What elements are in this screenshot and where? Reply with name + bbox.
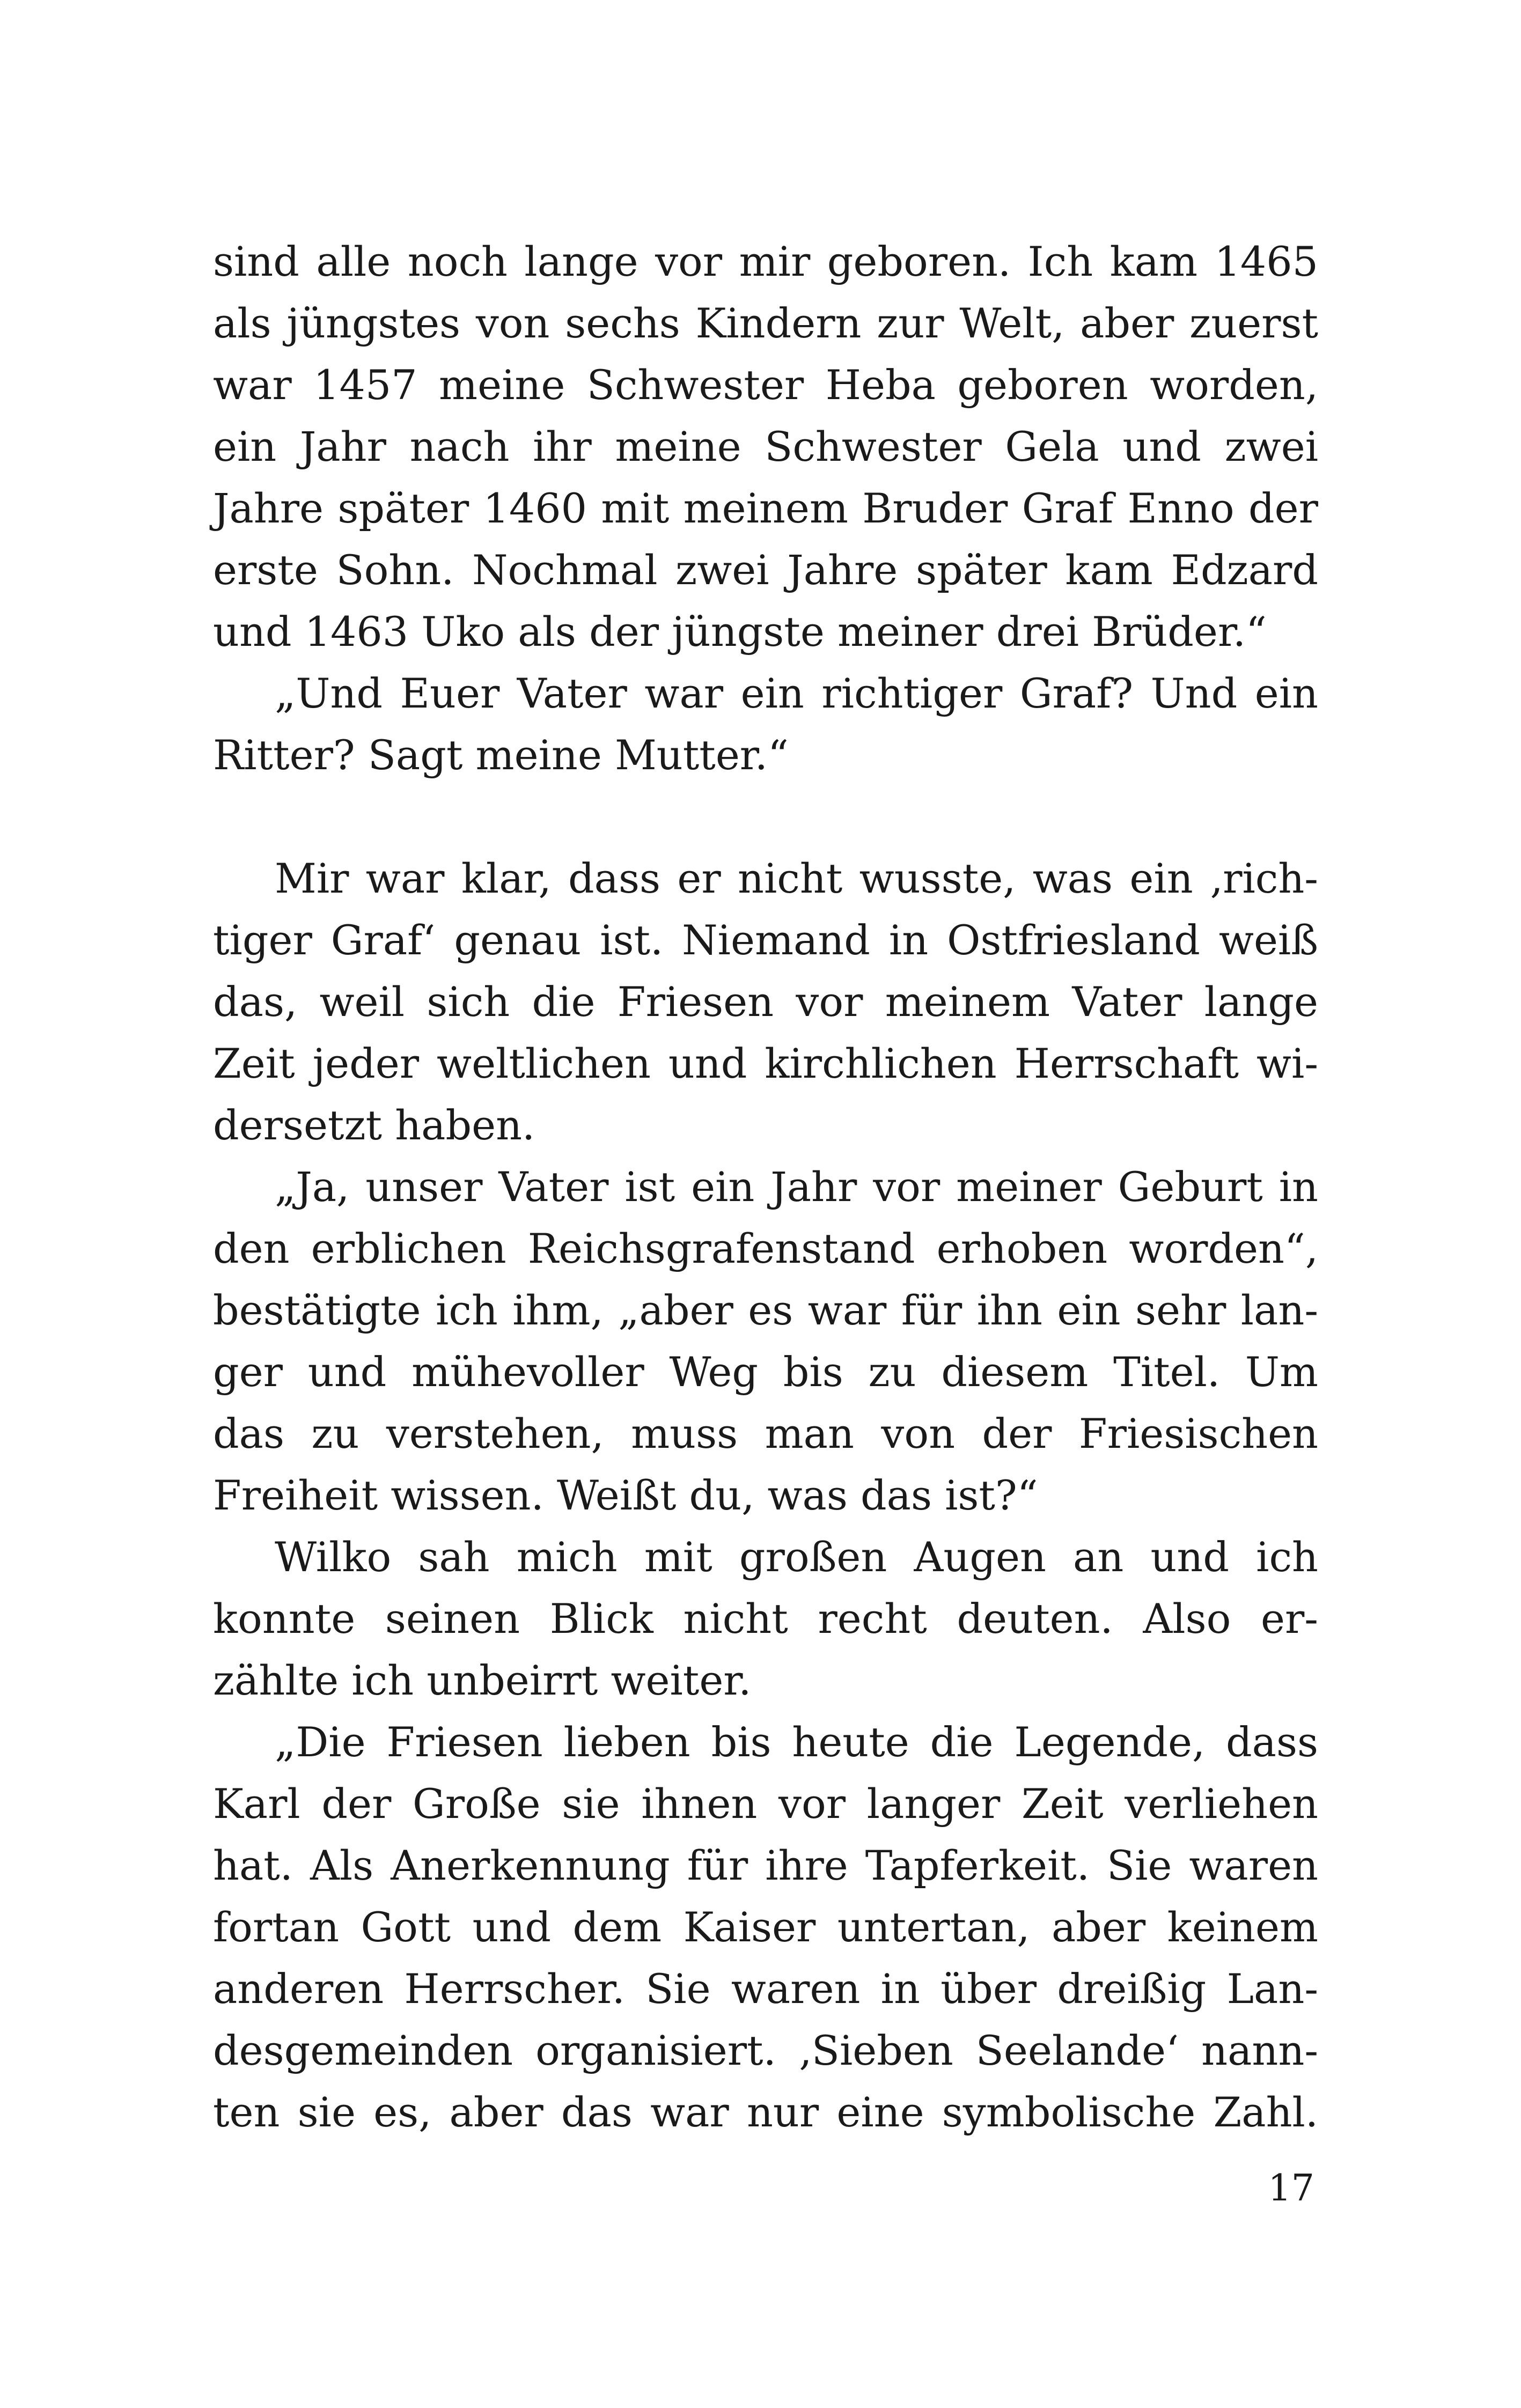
text-line: ein Jahr nach ihr meine Schwester Gela und zwei xyxy=(213,423,1318,470)
text-line: „Und Euer Vater war ein richtiger Graf? Und ein xyxy=(275,669,1318,717)
text-line: Zeit jeder weltlichen und kirchlichen Herrschaft wi- xyxy=(213,1040,1318,1087)
text-line: „Die Friesen lieben bis heute die Legende, dass xyxy=(275,1718,1318,1766)
paragraph xyxy=(213,1711,1318,2143)
text-line: Karl der Große sie ihnen vor langer Zeit verliehen xyxy=(213,1780,1318,1828)
text-line: „Ja, unser Vater ist ein Jahr vor meiner Geburt in xyxy=(275,1163,1318,1211)
text-line: konnte seinen Blick nicht recht deuten. Also er- xyxy=(213,1595,1318,1643)
text-line: Ritter? Sagt meine Mutter.“ xyxy=(213,731,789,779)
text-line: hat. Als Anerkennung für ihre Tapferkeit. Sie waren xyxy=(213,1842,1318,1889)
text-line: den erblichen Reichsgrafenstand erhoben worden“, xyxy=(213,1225,1318,1272)
paragraph xyxy=(213,1526,1318,1711)
paragraph xyxy=(213,231,1318,662)
text-line: ten sie es, aber das war nur eine symbolische Zahl. xyxy=(213,2088,1318,2136)
text-line: das zu verstehen, muss man von der Friesischen xyxy=(213,1410,1318,1457)
text-line: bestätigte ich ihm, „aber es war für ihn ein sehr lan- xyxy=(213,1286,1318,1334)
text-line: das, weil sich die Friesen vor meinem Vater lange xyxy=(213,978,1318,1026)
text-line: als jüngstes von sechs Kindern zur Welt, aber zuerst xyxy=(213,299,1318,347)
text-line: anderen Herrscher. Sie waren in über dreißig Lan- xyxy=(213,1965,1318,2013)
paragraph xyxy=(213,662,1318,786)
text-line: Jahre später 1460 mit meinem Bruder Graf Enno der xyxy=(213,484,1318,532)
body-text xyxy=(213,231,1318,2143)
text-line: Wilko sah mich mit großen Augen an und ich xyxy=(275,1533,1318,1581)
text-line: zählte ich unbeirrt weiter. xyxy=(213,1656,752,1704)
text-line: sind alle noch lange vor mir geboren. Ich kam 1465 xyxy=(213,238,1318,285)
text-line: dersetzt haben. xyxy=(213,1101,535,1149)
page-number: 17 xyxy=(1268,2167,1314,2210)
text-line: Freiheit wissen. Weißt du, was das ist?“ xyxy=(213,1471,1038,1519)
text-line: tiger Graf‘ genau ist. Niemand in Ostfriesland weiß xyxy=(213,916,1318,964)
text-line: desgemeinden organisiert. ‚Sieben Seelande‘ nann- xyxy=(213,2027,1318,2074)
text-line: und 1463 Uko als der jüngste meiner drei Brüder.“ xyxy=(213,608,1267,656)
paragraph xyxy=(213,848,1318,1156)
paragraph xyxy=(213,1156,1318,1526)
text-line: war 1457 meine Schwester Heba geboren worden, xyxy=(213,361,1318,409)
text-line: fortan Gott und dem Kaiser untertan, aber keinem xyxy=(213,1903,1318,1951)
paragraph-gap xyxy=(213,786,1318,848)
text-line: ger und mühevoller Weg bis zu diesem Titel. Um xyxy=(213,1348,1318,1396)
text-line: erste Sohn. Nochmal zwei Jahre später kam Edzard xyxy=(213,546,1318,594)
text-line: Mir war klar, dass er nicht wusste, was ein ‚rich- xyxy=(275,855,1318,902)
